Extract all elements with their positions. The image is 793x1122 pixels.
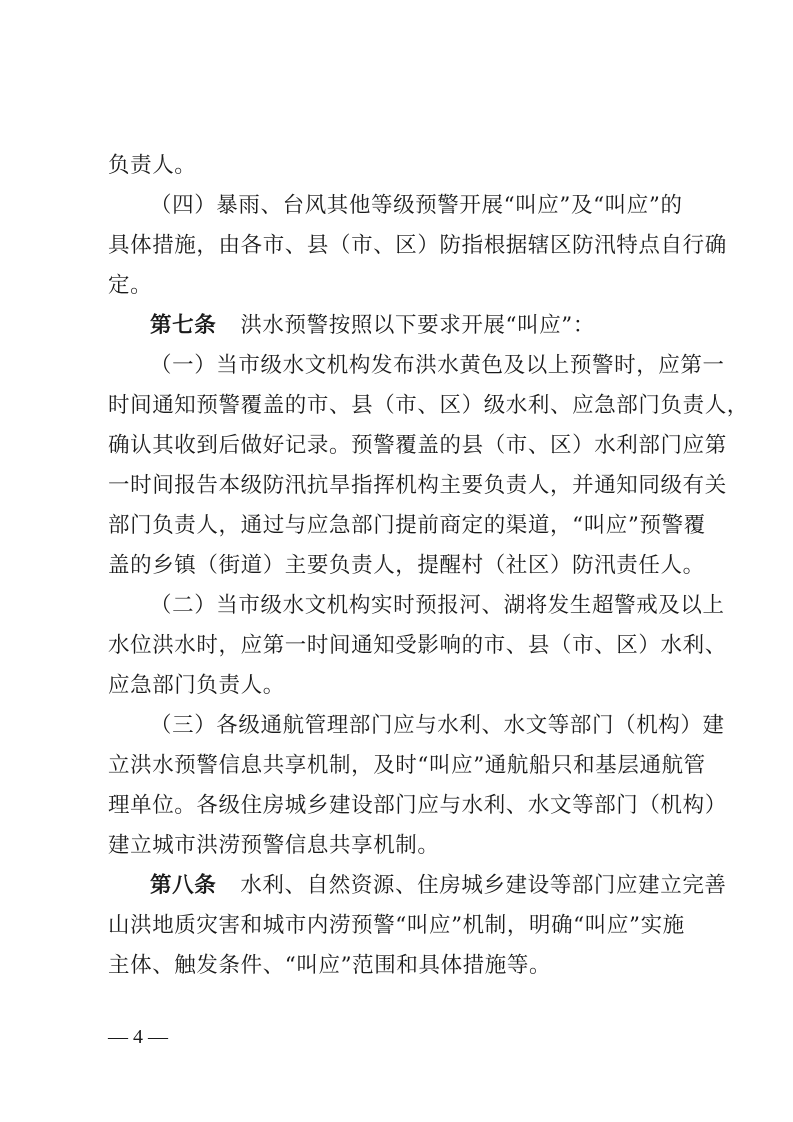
text-line: （三）各级通航管理部门应与水利、水文等部门（机构）建 bbox=[150, 713, 725, 738]
text-line: （二）当市级水文机构实时预报河、湖将发生超警戒及以上 bbox=[150, 593, 725, 618]
text-line: （一）当市级水文机构发布洪水黄色及以上预警时，应第一 bbox=[150, 353, 725, 378]
article-heading: 第八条 bbox=[150, 873, 217, 898]
article-text: 水利、自然资源、住房城乡建设等部门应建立完善 bbox=[240, 873, 727, 898]
text-line: 主体、触发条件、“叫应”范围和具体措施等。 bbox=[108, 953, 552, 978]
article-heading: 第七条 bbox=[150, 313, 217, 338]
article-line bbox=[150, 866, 727, 906]
article-text: 洪水预警按照以下要求开展“叫应”： bbox=[240, 313, 595, 338]
text-line: 确认其收到后做好记录。预警覆盖的县（市、区）水利部门应第 bbox=[108, 433, 727, 458]
text-line: 盖的乡镇（街道）主要负责人，提醒村（社区）防汛责任人。 bbox=[108, 553, 705, 578]
text-line: 具体措施，由各市、县（市、区）防指根据辖区防汛特点自行确 bbox=[108, 233, 727, 258]
text-line: 水位洪水时，应第一时间通知受影响的市、县（市、区）水利、 bbox=[108, 633, 727, 658]
text-line: 山洪地质灾害和城市内涝预警“叫应”机制，明确“叫应”实施 bbox=[108, 913, 685, 938]
text-line: 一时间报告本级防汛抗旱指挥机构主要负责人，并通知同级有关 bbox=[108, 473, 727, 498]
text-line: 负责人。 bbox=[108, 153, 197, 178]
text-line: 理单位。各级住房城乡建设部门应与水利、水文等部门（机构） bbox=[108, 793, 727, 818]
page-number: — 4 — bbox=[108, 1026, 168, 1048]
text-line: 部门负责人，通过与应急部门提前商定的渠道，“叫应”预警覆 bbox=[108, 513, 706, 538]
text-line: 应急部门负责人。 bbox=[108, 673, 285, 698]
text-line: 时间通知预警覆盖的市、县（市、区）级水利、应急部门负责人， bbox=[108, 393, 749, 418]
text-line: （四）暴雨、台风其他等级预警开展“叫应”及“叫应”的 bbox=[150, 193, 683, 218]
text-line: 定。 bbox=[108, 273, 153, 298]
text-line: 立洪水预警信息共享机制，及时“叫应”通航船只和基层通航管 bbox=[108, 753, 706, 778]
text-line: 建立城市洪涝预警信息共享机制。 bbox=[108, 833, 440, 858]
article-line bbox=[150, 306, 595, 346]
